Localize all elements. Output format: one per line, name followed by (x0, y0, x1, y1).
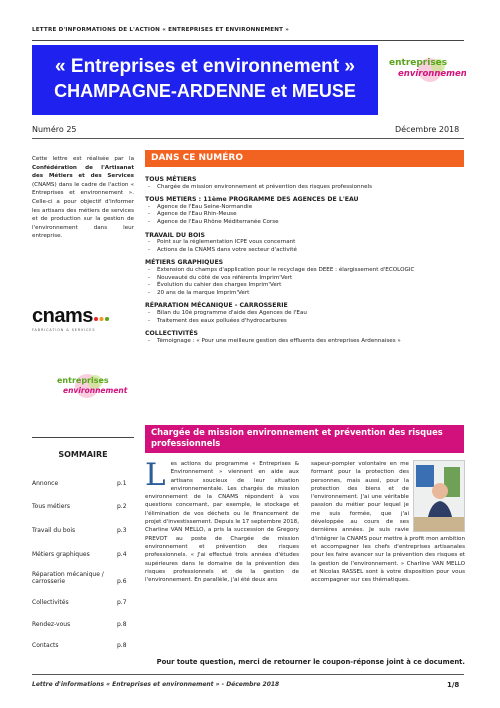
sommaire-item[interactable] (32, 571, 134, 599)
article-col2-text: sapeur-pompier volontaire en me formant pour la protection des personnes, mais aussi, pour la protection des biens et de l'environnement. J'ai une véritable passion du métier pour lequel je me suis formée, que j'ai développée au cours de ses dernières années. Je suis ravie d'intégrer la CNAMS pour mettre à profit mon ambition et accompagner les chefs d'entreprises artisanales pour les faire avancer sur la prévention des risques et la gestion de l'environnement. » Charline VAN MELLO et Nicolas RASSEL sont à votre disposition pour vous accompagner sur ces thématiques. (311, 461, 465, 584)
intro-bold: Confédération de l'Artisanat des Métiers et des Services (32, 164, 134, 180)
news-item: - Actions de la CNAMS dans votre secteur d'activité (145, 247, 465, 255)
header-strap: LETTRE D'INFORMATIONS DE L'ACTION « ENTREPRISES ET ENVIRONNEMENT » (32, 27, 290, 33)
issue-date: Décembre 2018 (395, 125, 460, 134)
article-dropcap: L (145, 457, 166, 493)
sommaire-item-page: p.6 (117, 578, 127, 585)
intro-after: (CNAMS) dans le cadre de l'action « Entreprises et environnement ». Celle-ci a pour objectif d'informer les artisans des métiers de services et de production sur la gestion de l'environnement dans leur entreprise. (32, 181, 134, 240)
news-category: TRAVAIL DU BOIS (145, 231, 205, 239)
logo-word-1: entreprises (389, 58, 448, 68)
footer-text: Lettre d'informations « Entreprises et environnement » - Décembre 2018 (32, 681, 280, 688)
cnams-logo (32, 305, 132, 345)
intro-text (32, 155, 134, 241)
sommaire-item-page: p.8 (117, 621, 127, 628)
news-item: - Traitement des eaux polluées d'hydrocarbures (145, 318, 465, 326)
dans-ce-numero-list (145, 176, 465, 345)
intro-before: Cette lettre est réalisée par la (32, 156, 134, 162)
article-title: Chargée de mission environnement et prévention des risques professionnels (145, 425, 464, 453)
dans-ce-numero-header: DANS CE NUMÉRO (145, 150, 464, 167)
news-category: MÉTIERS GRAPHIQUES (145, 259, 224, 267)
cnams-dots-icon (93, 312, 111, 322)
sommaire-item-label: Métiers graphiques (32, 551, 90, 558)
sommaire-item-label: Tous métiers (32, 503, 70, 510)
news-category: RÉPARATION MÉCANIQUE - CARROSSERIE (145, 302, 288, 310)
news-item: - Évolution du cahier des charges Imprim'Vert (145, 282, 465, 290)
title-banner (32, 45, 378, 115)
sommaire-item-label: Réparation mécanique / carrosserie (32, 571, 104, 585)
top-divider (32, 40, 464, 41)
sommaire-item-page: p.8 (117, 642, 127, 649)
sommaire-item[interactable] (32, 621, 134, 642)
cnams-wordmark: cnams (32, 305, 93, 327)
sidebar-divider (32, 437, 134, 438)
title-line-1: « Entreprises et environnement » (55, 56, 355, 77)
news-item: - Bilan du 10è programme d'aide des Agences de l'Eau (145, 310, 465, 318)
logo-word-2: environnement (398, 69, 466, 79)
logo-small-word-1: entreprises (57, 376, 109, 385)
sommaire-item-page: p.7 (117, 599, 127, 606)
sommaire-item[interactable] (32, 599, 134, 621)
sommaire-item-label: Travail du bois (32, 527, 76, 534)
coupon-note: Pour toute question, merci de retourner le coupon-réponse joint à ce document. (156, 658, 465, 666)
article-column-1 (145, 457, 299, 584)
sommaire-item[interactable] (32, 551, 134, 571)
sommaire-list (32, 480, 134, 652)
sommaire-item-page: p.3 (117, 527, 127, 534)
news-item: - Chargée de mission environnement et prévention des risques professionnels (145, 184, 465, 192)
logo-small-word-2: environnement (63, 386, 128, 395)
sommaire-item[interactable] (32, 503, 134, 527)
news-item: - Extension du champs d'application pour le recyclage des DEEE : élargissement d'ECOLOGIC (145, 267, 465, 275)
entreprises-environnement-logo (386, 52, 466, 88)
news-category: TOUS MÉTIERS (145, 176, 197, 183)
footer-divider (32, 674, 464, 675)
news-item: - Point sur la réglementation ICPE vous concernant (145, 239, 465, 247)
page-number: 1/8 (447, 681, 460, 689)
sommaire-item[interactable] (32, 527, 134, 551)
sommaire-item-page: p.2 (117, 503, 127, 510)
sommaire-title: SOMMAIRE (58, 450, 108, 459)
article-col1-text: es actions du programme « Entreprises & Environnement » viennent en aide aux artisans soucieux de leur situation environnementale. Les chargés de mission environnement de la CNAMS répondent à vos questions concernant, par exemple, le stockage et l'élimination de vos déchets ou le financement de projet d'investissement. Depuis le 17 septembre 2018, Charline VAN MELLO, a pris la succession de Gregory PREVOT au poste de Chargée de mission environnement et prévention des risques professionnels. « J'ai effectué trois années d'études supérieures dans le domaine de la prévention des risques professionnels et de la gestion de l'environnement. En parallèle, j'ai été deux ans (145, 461, 299, 584)
sommaire-item-label: Contacts (32, 642, 59, 649)
article-photo (413, 460, 465, 532)
sommaire-item-label: Annonce (32, 480, 59, 487)
issue-number: Numéro 25 (32, 125, 77, 134)
news-item: - 20 ans de la marque Imprim'Vert (145, 290, 465, 298)
entreprises-environnement-logo-small (57, 370, 137, 406)
sommaire-item-page: p.4 (117, 551, 127, 558)
sommaire-item[interactable] (32, 642, 134, 652)
sommaire-item-label: Collectivités (32, 599, 69, 606)
cnams-tagline: FABRICATION & SERVICES (32, 328, 96, 332)
news-item: - Agence de l'Eau Seine-Normandie (145, 204, 465, 212)
article-column-2 (311, 460, 465, 584)
sommaire-item-page: p.1 (117, 480, 127, 487)
news-item: - Témoignage : « Pour une meilleure gestion des effluents des entreprises Ardennaises » (145, 338, 465, 346)
meta-divider (32, 138, 464, 139)
title-line-2: CHAMPAGNE-ARDENNE et MEUSE (54, 81, 356, 101)
news-item: - Agence de l'Eau Rhône Méditerranée Corse (145, 219, 465, 227)
news-item: - Agence de l'Eau Rhin-Meuse (145, 211, 465, 219)
news-category: COLLECTIVITÉS (145, 330, 198, 338)
sommaire-item[interactable] (32, 480, 134, 503)
sommaire-item-label: Rendez-vous (32, 621, 71, 628)
news-category: TOUS METIERS : 11ème PROGRAMME DES AGENCES DE L'EAU (145, 196, 359, 204)
news-item: - Nouveauté du côté de vos référents Imprim'Vert (145, 275, 465, 283)
